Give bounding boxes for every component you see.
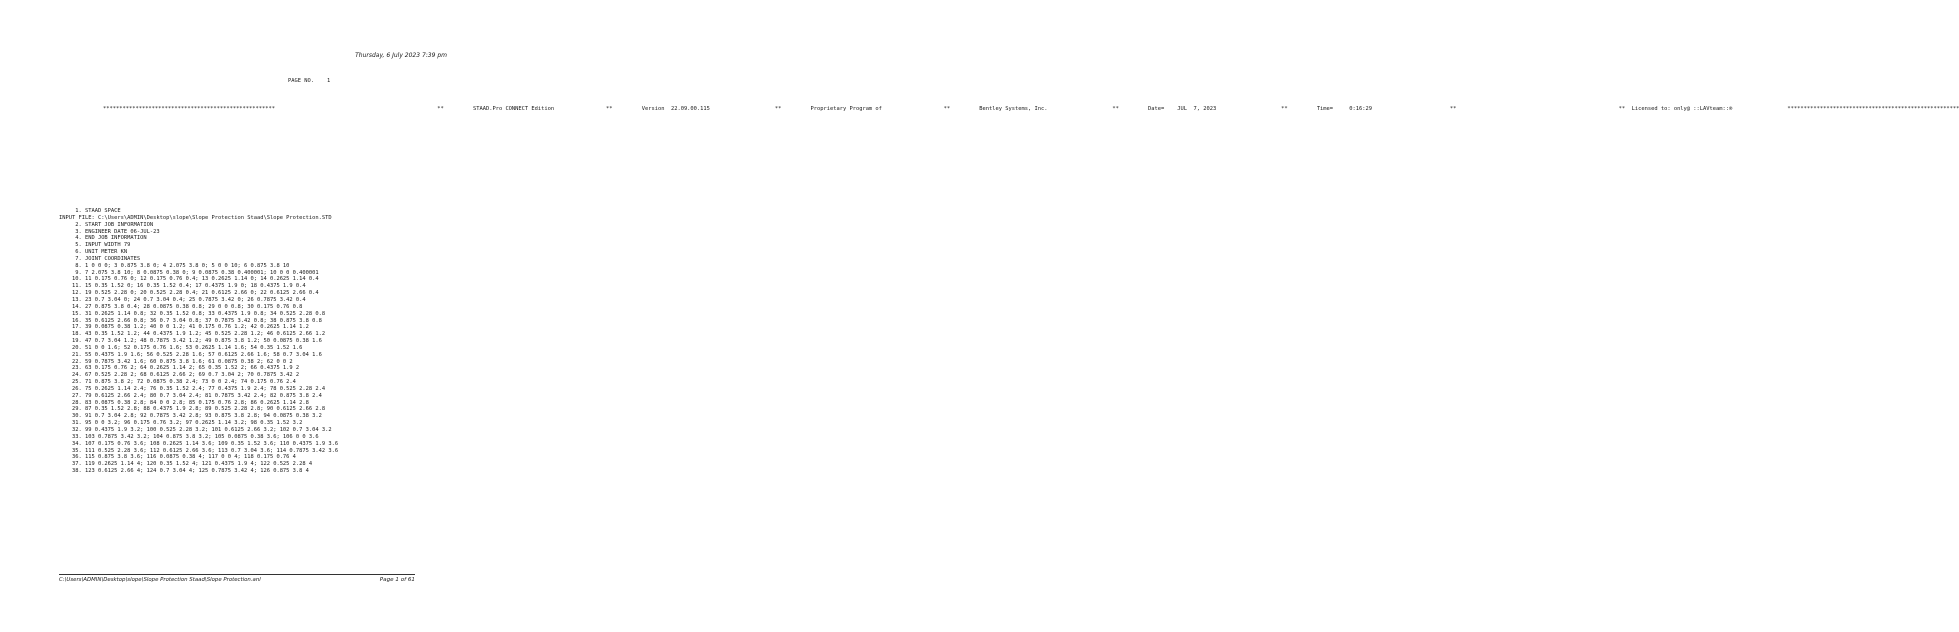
listing-line: 10. 11 0.175 0.76 0; 12 0.175 0.76 0.4; 13 0.2625 1.14 0; 14 0.2625 1.14 0.4: [59, 276, 319, 283]
listing-line: 29. 87 0.35 1.52 2.8; 88 0.4375 1.9 2.8; 89 0.525 2.28 2.8; 90 0.6125 2.66 2.8: [59, 406, 326, 413]
listing-line: 34. 107 0.175 0.76 3.6; 108 0.2625 1.14 3.6; 109 0.35 1.52 3.6; 110 0.4375 1.9 3.6: [59, 440, 339, 447]
footer-file-path: C:\Users\ADMIN\Desktop\slope\Slope Protection Staad\Slope Protection.anl: [59, 577, 261, 583]
listing-line: 24. 67 0.525 2.28 2; 68 0.6125 2.66 2; 69 0.7 3.04 2; 70 0.7875 3.42 2: [59, 372, 300, 379]
listing-line: 6. UNIT METER KN: [59, 249, 128, 256]
listing-line: 27. 79 0.6125 2.66 2.4; 80 0.7 3.04 2.4; 81 0.7875 3.42 2.4; 82 0.875 3.8 2.4: [59, 392, 322, 399]
listing-line: 33. 103 0.7875 3.42 3.2; 104 0.875 3.8 3.2; 105 0.0875 0.38 3.6; 106 0 0 3.6: [59, 433, 319, 440]
footer-page-count: Page 1 of 61: [379, 577, 415, 583]
listing-line: 18. 43 0.35 1.52 1.2; 44 0.4375 1.9 1.2; 45 0.525 2.28 1.2; 46 0.6125 2.66 1.2: [59, 331, 326, 338]
listing-line: 21. 55 0.4375 1.9 1.6; 56 0.525 2.28 1.6; 57 0.6125 2.66 1.6; 58 0.7 3.04 1.6: [59, 351, 322, 358]
listing-line: 31. 95 0 0 3.2; 96 0.175 0.76 3.2; 97 0.2625 1.14 3.2; 98 0.35 1.52 3.2: [59, 420, 303, 427]
listing-line: 17. 39 0.0875 0.38 1.2; 40 0 0 1.2; 41 0.175 0.76 1.2; 42 0.2625 1.14 1.2: [59, 324, 309, 331]
banner-line: * STAAD.Pro CONNECT Edition *: [440, 106, 610, 112]
staad-license-banner: [103, 106, 1959, 113]
listing-line: 15. 31 0.2625 1.14 0.8; 32 0.35 1.52 0.8; 33 0.4375 1.9 0.8; 34 0.525 2.28 0.8: [59, 310, 326, 317]
listing-line: 35. 111 0.525 2.28 3.6; 112 0.6125 2.66 3.6; 113 0.7 3.04 3.6; 114 0.7875 3.42 3.6: [59, 447, 339, 454]
listing-line: 19. 47 0.7 3.04 1.2; 48 0.7875 3.42 1.2; 49 0.875 3.8 1.2; 50 0.0875 0.38 1.6: [59, 338, 322, 345]
listing-line: INPUT FILE: C:\Users\ADMIN\Desktop\slope\Slope Protection Staad\Slope Protection.STD: [59, 214, 332, 221]
banner-line: * *: [271, 106, 441, 112]
listing-line: 9. 7 2.075 3.8 10; 8 0.0875 0.38 0; 9 0.0875 0.38 0.400001; 10 0 0 0.400001: [59, 269, 319, 276]
report-date-header: Thursday, 6 July 2023 7:39 pm: [355, 52, 447, 59]
listing-line: 2. START JOB INFORMATION: [59, 221, 154, 228]
listing-line: 36. 115 0.875 3.8 3.6; 116 0.0875 0.38 4; 117 0 0 4; 118 0.175 0.76 4: [59, 454, 296, 461]
listing-line: 30. 91 0.7 3.04 2.8; 92 0.7875 3.42 2.8; 93 0.875 3.8 2.8; 94 0.0875 0.38 3.2: [59, 413, 322, 420]
banner-line: * Time= 0:16:29 *: [1284, 106, 1454, 112]
listing-line: 22. 59 0.7875 3.42 1.6; 60 0.875 3.8 1.6; 61 0.0875 0.38 2; 62 0 0 2: [59, 358, 293, 365]
listing-line: 16. 35 0.6125 2.66 0.8; 36 0.7 3.04 0.8; 37 0.7875 3.42 0.8; 38 0.875 3.8 0.8: [59, 317, 322, 324]
listing-line: 25. 71 0.875 3.8 2; 72 0.0875 0.38 2.4; 73 0 0 2.4; 74 0.175 0.76 2.4: [59, 379, 296, 386]
banner-line: * Version 22.09.00.115 *: [609, 106, 779, 112]
banner-line: * *: [1453, 106, 1622, 112]
banner-line: * Licensed to: only@ ::LAVteam::® *: [1621, 106, 1791, 112]
listing-line: 1. STAAD SPACE: [59, 208, 121, 214]
listing-line: 13. 23 0.7 3.04 0; 24 0.7 3.04 0.4; 25 0.7875 3.42 0; 26 0.7875 3.42 0.4: [59, 296, 306, 303]
listing-line: 3. ENGINEER DATE 06-JUL-23: [59, 228, 160, 235]
banner-line: ****************************************************: [103, 106, 272, 112]
listing-line: 7. JOINT COORDINATES: [59, 255, 141, 262]
listing-line: 11. 15 0.35 1.52 0; 16 0.35 1.52 0.4; 17 0.4375 1.9 0; 18 0.4375 1.9 0.4: [59, 283, 306, 290]
banner-line: * Bentley Systems, Inc. *: [946, 106, 1116, 112]
footer-divider: [59, 574, 415, 575]
banner-line: * Date= JUL 7, 2023 *: [1115, 106, 1285, 112]
listing-line: 8. 1 0 0 0; 3 0.875 3.8 0; 4 2.075 3.8 0; 5 0 0 10; 6 0.875 3.8 10: [59, 262, 290, 269]
listing-line: 4. END JOB INFORMATION: [59, 235, 147, 242]
banner-line: ****************************************************: [1790, 106, 1959, 112]
listing-line: 28. 83 0.0875 0.38 2.8; 84 0 0 2.8; 85 0.175 0.76 2.8; 86 0.2625 1.14 2.8: [59, 399, 309, 406]
listing-line: 32. 99 0.4375 1.9 3.2; 100 0.525 2.28 3.2; 101 0.6125 2.66 3.2; 102 0.7 3.04 3.2: [59, 427, 332, 433]
listing-line: 14. 27 0.875 3.8 0.4; 28 0.0875 0.38 0.8; 29 0 0 0.8; 30 0.175 0.76 0.8: [59, 303, 303, 310]
listing-line: 12. 19 0.525 2.28 0; 20 0.525 2.28 0.4; 21 0.6125 2.66 0; 22 0.6125 2.66 0.4: [59, 290, 319, 297]
listing-line: 20. 51 0 0 1.6; 52 0.175 0.76 1.6; 53 0.2625 1.14 1.6; 54 0.35 1.52 1.6: [59, 344, 303, 351]
listing-line: 5. INPUT WIDTH 79: [59, 242, 131, 249]
listing-line: 26. 75 0.2625 1.14 2.4; 76 0.35 1.52 2.4; 77 0.4375 1.9 2.4; 78 0.525 2.28 2.4: [59, 385, 326, 392]
input-echo-listing: [59, 208, 338, 475]
page-number-label: PAGE NO. 1: [288, 78, 331, 84]
listing-line: 38. 123 0.6125 2.66 4; 124 0.7 3.04 4; 125 0.7875 3.42 4; 126 0.875 3.8 4: [59, 468, 309, 475]
listing-line: 23. 63 0.175 0.76 2; 64 0.2625 1.14 2; 65 0.35 1.52 2; 66 0.4375 1.9 2: [59, 365, 300, 372]
banner-line: * Proprietary Program of *: [778, 106, 947, 112]
listing-line: 37. 119 0.2625 1.14 4; 120 0.35 1.52 4; 121 0.4375 1.9 4; 122 0.525 2.28 4: [59, 461, 313, 468]
